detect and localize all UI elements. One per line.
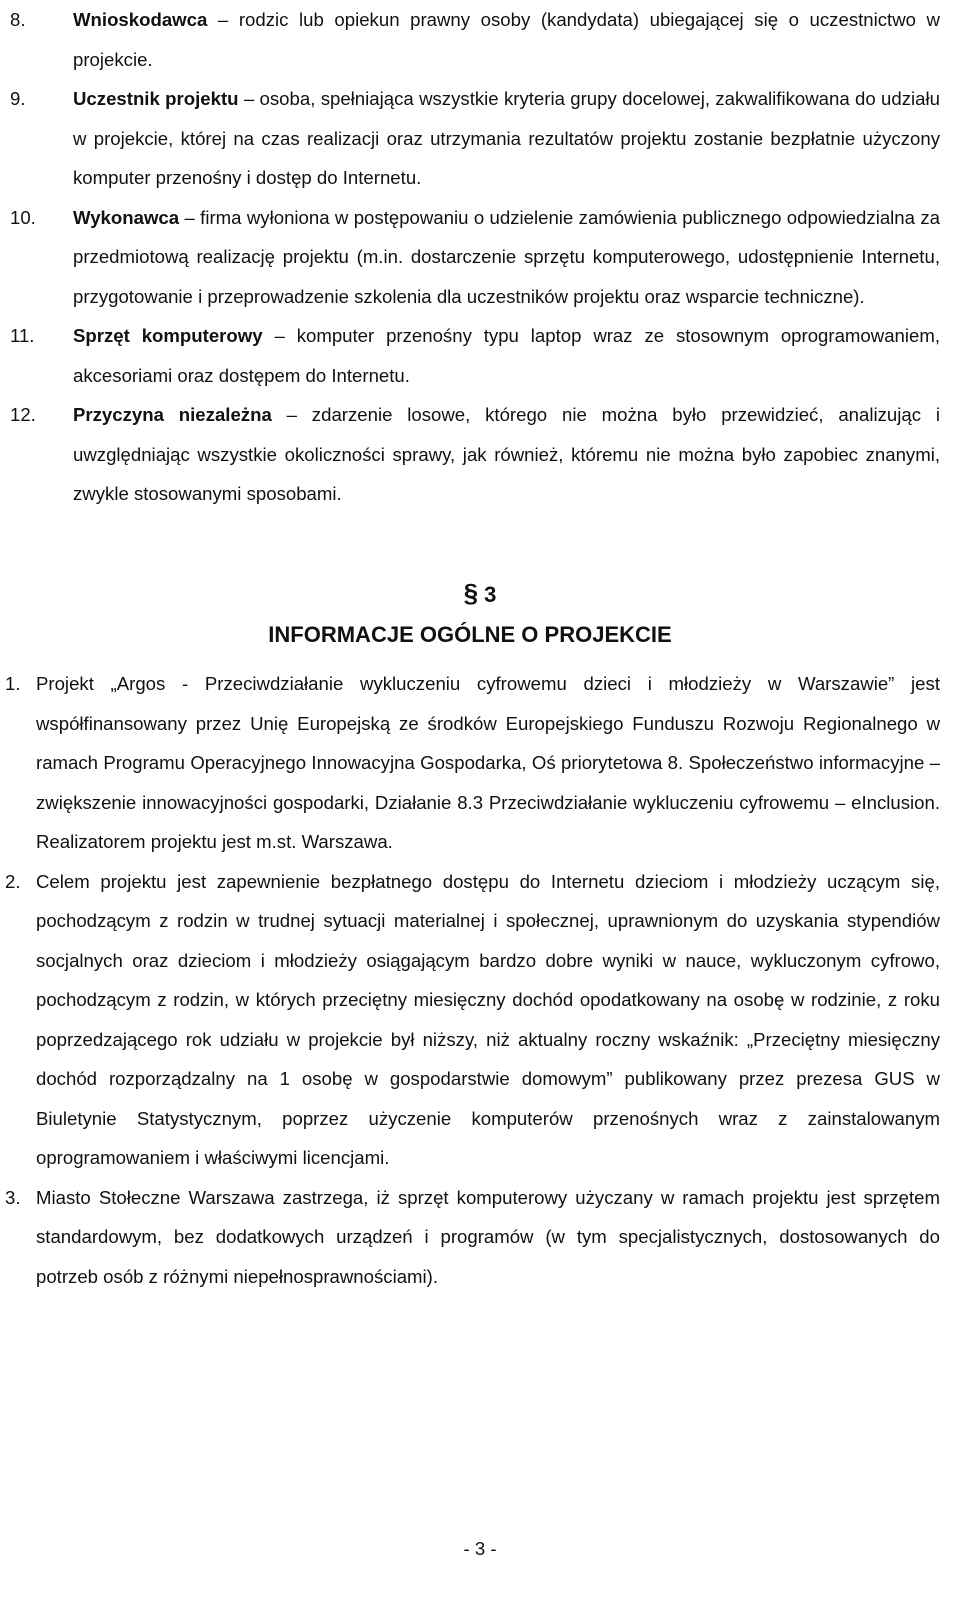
section-items-list <box>0 664 940 1296</box>
section-item <box>0 862 940 1178</box>
section-item <box>0 664 940 862</box>
definition-text: – zdarzenie losowe, którego nie można było przewidzieć, analizując i uwzględniając wszystkie okoliczności sprawy, jak również, któremu nie można było zapobiec znanymi, zwykle stosowanymi sposobami. <box>73 404 940 504</box>
definition-item <box>0 198 940 317</box>
definition-text: – osoba, spełniająca wszystkie kryteria grupy docelowej, zakwalifikowana do udziału w projekcie, której na czas realizacji oraz utrzymania rezultatów projektu zostanie bezpłatnie użyczony komputer przenośny i dostęp do Internetu. <box>73 88 940 188</box>
item-number: 2. <box>5 870 21 892</box>
section-number: 3 <box>484 582 497 607</box>
definition-item <box>0 79 940 198</box>
definition-term: Wykonawca <box>73 206 180 228</box>
definition-item <box>0 316 940 395</box>
section-item <box>0 1178 940 1297</box>
page-number: - 3 - <box>463 1538 497 1559</box>
section-symbol: § <box>463 578 479 608</box>
item-text: Projekt „Argos - Przeciwdziałanie wykluczeniu cyfrowemu dzieci i młodzieży w Warszawie” jest współfinansowany przez Unię Europejską ze środków Europejskiego Funduszu Rozwoju Regionalnego w ramach Programu Operacyjnego Innowacyjna Gospodarka, Oś priorytetowa 8. Społeczeństwo informacyjne – zwiększenie innowacyjności gospodarki, Działanie 8.3 Przeciwdziałanie wykluczeniu cyfrowemu – eInclusion. Realizatorem projektu jest m.st. Warszawa. <box>36 673 940 852</box>
definition-number: 11. <box>10 325 35 346</box>
definition-number: 10. <box>10 206 36 228</box>
definition-text: – firma wyłoniona w postępowaniu o udzielenie zamówienia publicznego odpowiedzialna za przedmiotową realizację projektu (m.in. dostarczenie sprzętu komputerowego, udostępnienie Internetu, przygotowanie i przeprowadzenie szkolenia dla uczestników projektu oraz wsparcie techniczne). <box>73 206 940 307</box>
definitions-list <box>0 0 940 514</box>
definition-term: Przyczyna niezależna <box>73 404 272 425</box>
definition-term: Sprzęt komputerowy <box>73 325 263 346</box>
definition-number: 9. <box>10 88 26 109</box>
definition-term: Wnioskodawca <box>73 9 208 30</box>
definition-term: Uczestnik projektu <box>73 88 239 109</box>
section-heading-number <box>0 578 960 609</box>
definition-number: 8. <box>10 9 26 30</box>
item-text: Celem projektu jest zapewnienie bezpłatnego dostępu do Internetu dzieciom i młodzieży uczącym się, pochodzącym z rodzin w trudnej sytuacji materialnej i społecznej, uprawnionym do uzyskania stypendiów socjalnych oraz dzieciom i młodzieży osiągającym bardzo dobre wyniki w nauce, wykluczonym cyfrowo, pochodzącym z rodzin, w których przeciętny miesięczny dochód opodatkowany na osobę w rodzinie, z roku poprzedzającego rok udziału w projekcie był niższy, niż aktualny roczny wskaźnik: „Przeciętny miesięczny dochód rozporządzalny na 1 osobę w gospodarstwie domowym” publikowany przez prezesa GUS w Biuletynie Statystycznym, poprzez użyczenie komputerów przenośnych wraz z zainstalowanym oprogramowaniem i właściwymi licencjami. <box>36 870 940 1168</box>
item-text: Miasto Stołeczne Warszawa zastrzega, iż sprzęt komputerowy użyczany w ramach projektu jest sprzętem standardowym, bez dodatkowych urządzeń i programów (w tym specjalistycznych, dostosowanych do potrzeb osób z różnymi niepełnosprawnościami). <box>36 1186 940 1287</box>
definition-text: – komputer przenośny typu laptop wraz ze stosownym oprogramowaniem, akcesoriami oraz dostępem do Internetu. <box>73 325 941 386</box>
definition-number: 12. <box>10 404 36 425</box>
definition-item <box>0 395 940 514</box>
item-number: 3. <box>5 1186 21 1208</box>
section-title: INFORMACJE OGÓLNE O PROJEKCIE <box>268 622 672 647</box>
definition-item <box>0 0 940 79</box>
definition-text: – rodzic lub opiekun prawny osoby (kandydata) ubiegającej się o uczestnictwo w projekcie. <box>73 9 940 70</box>
item-number: 1. <box>5 673 21 694</box>
